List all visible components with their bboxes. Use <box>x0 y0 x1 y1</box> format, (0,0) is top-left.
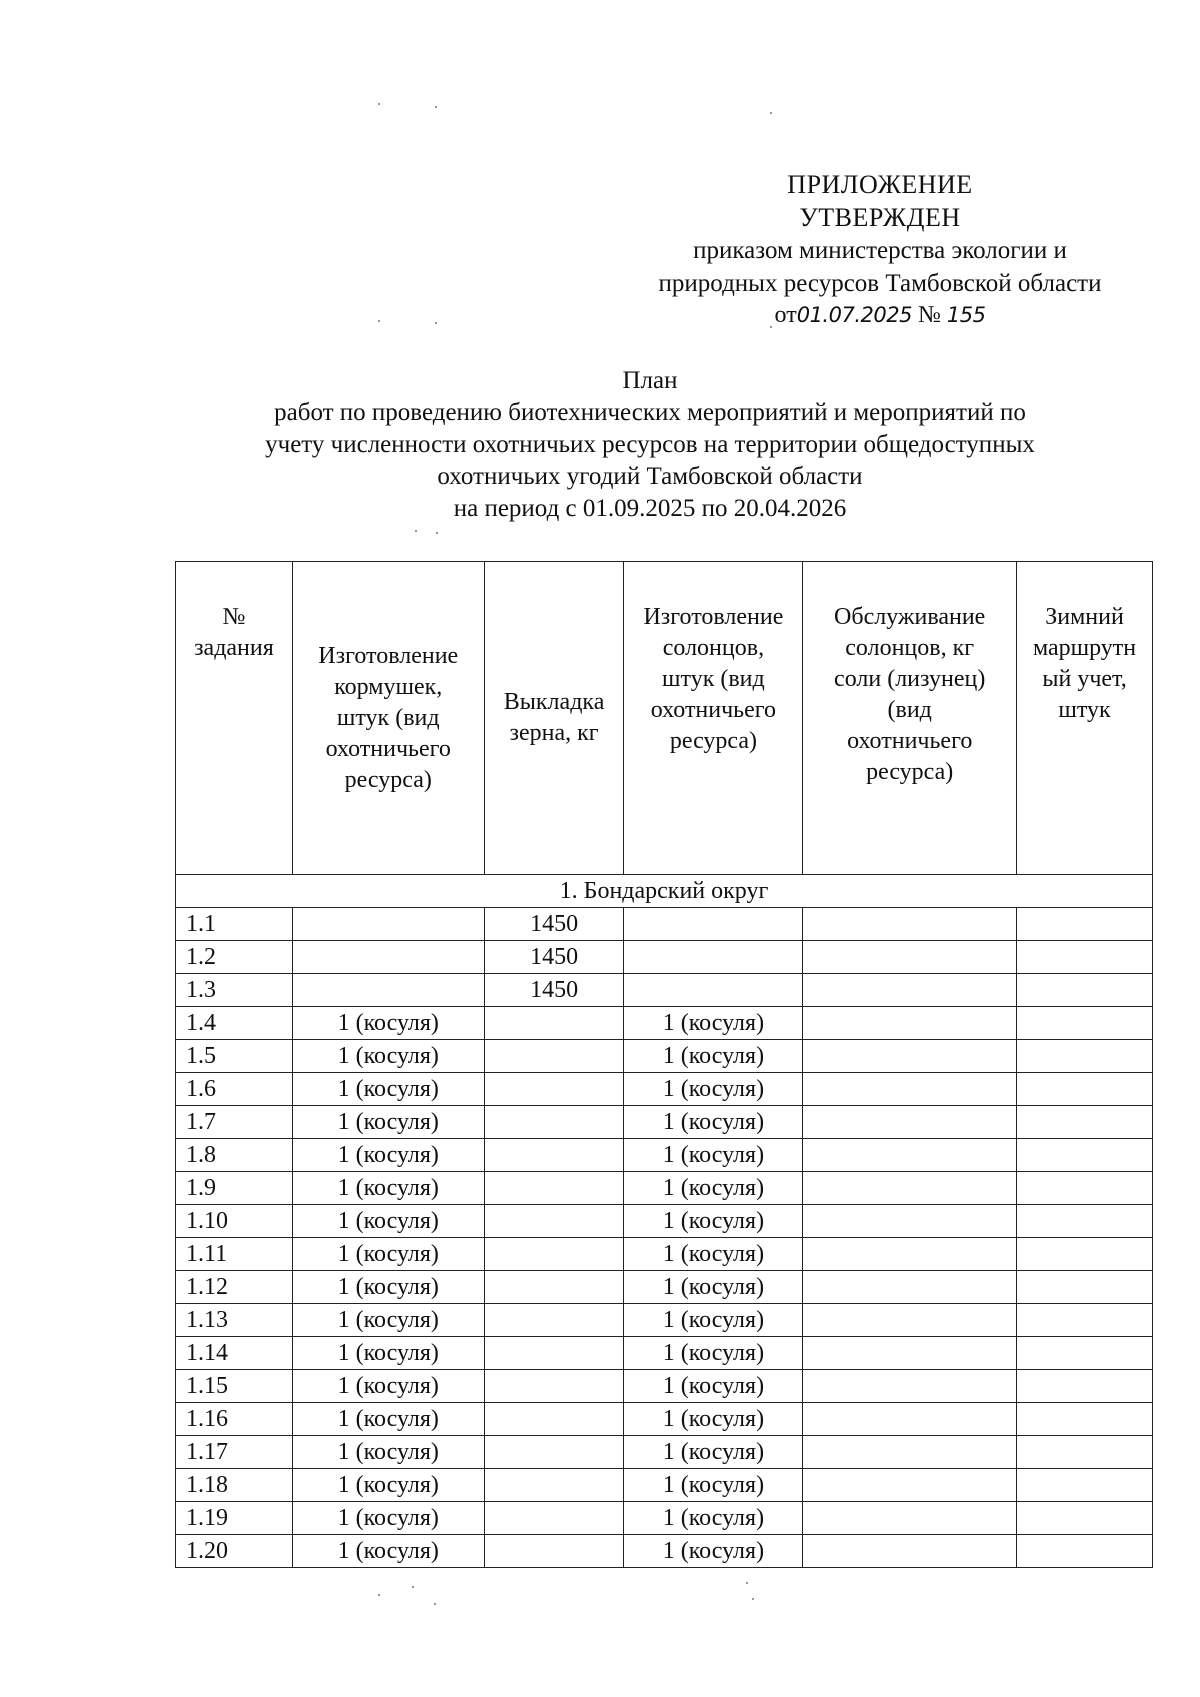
header-line: Изготовление <box>643 604 784 630</box>
cell-salt-licks-make: 1 (косуля) <box>624 1403 803 1436</box>
cell-feeders <box>292 974 484 1007</box>
header-line: охотничьего <box>325 735 451 762</box>
cell-winter-route-count <box>1017 1073 1153 1106</box>
header-grain <box>484 562 624 875</box>
cell-salt-licks-make: 1 (косуля) <box>624 1205 803 1238</box>
cell-feeders: 1 (косуля) <box>292 1040 484 1073</box>
cell-task-number: 1.17 <box>176 1436 293 1469</box>
cell-grain <box>484 1535 624 1568</box>
cell-grain <box>484 1502 624 1535</box>
cell-winter-route-count <box>1017 1139 1153 1172</box>
cell-task-number: 1.13 <box>176 1304 293 1337</box>
cell-feeders: 1 (косуля) <box>292 1106 484 1139</box>
plan-period: на период с 01.09.2025 по 20.04.2026 <box>453 495 847 522</box>
cell-grain <box>484 1139 624 1172</box>
cell-winter-route-count <box>1017 1304 1153 1337</box>
cell-salt-licks-service <box>803 1106 1017 1139</box>
order-line-1: приказом министерства экологии и <box>693 237 1067 264</box>
table-row <box>176 908 1153 941</box>
table-row <box>176 1436 1153 1469</box>
table-row <box>176 1205 1153 1238</box>
cell-salt-licks-service <box>803 974 1017 1007</box>
cell-salt-licks-make: 1 (косуля) <box>624 1337 803 1370</box>
cell-salt-licks-service <box>803 1238 1017 1271</box>
handwritten-number: 155 <box>946 303 986 327</box>
cell-salt-licks-make: 1 (косуля) <box>624 1535 803 1568</box>
table-row <box>176 1271 1153 1304</box>
cell-salt-licks-make: 1 (косуля) <box>624 1007 803 1040</box>
cell-task-number: 1.9 <box>176 1172 293 1205</box>
header-feeders <box>292 562 484 875</box>
cell-task-number: 1.6 <box>176 1073 293 1106</box>
cell-feeders: 1 (косуля) <box>292 1172 484 1205</box>
cell-salt-licks-service <box>803 1040 1017 1073</box>
cell-winter-route-count <box>1017 1106 1153 1139</box>
cell-salt-licks-service <box>803 941 1017 974</box>
cell-feeders <box>292 941 484 974</box>
cell-feeders: 1 (косуля) <box>292 1403 484 1436</box>
section-row <box>176 875 1153 908</box>
plan-subtitle-3: охотничьих угодий Тамбовской области <box>437 463 863 490</box>
cell-winter-route-count <box>1017 1172 1153 1205</box>
order-line-2: природных ресурсов Тамбовской области <box>658 270 1102 297</box>
cell-winter-route-count <box>1017 1436 1153 1469</box>
section-title: 1. Бондарский округ <box>176 875 1153 908</box>
cell-salt-licks-make <box>624 908 803 941</box>
cell-winter-route-count <box>1017 1403 1153 1436</box>
plan-subtitle-2: учету численности охотничьих ресурсов на территории общедоступных <box>265 431 1035 458</box>
table-row <box>176 1403 1153 1436</box>
cell-salt-licks-make: 1 (косуля) <box>624 1172 803 1205</box>
cell-winter-route-count <box>1017 1271 1153 1304</box>
header-line: (вид <box>887 697 932 723</box>
cell-grain <box>484 1403 624 1436</box>
cell-feeders: 1 (косуля) <box>292 1337 484 1370</box>
cell-grain <box>484 1337 624 1370</box>
table-row <box>176 974 1153 1007</box>
table-row <box>176 1007 1153 1040</box>
cell-salt-licks-service <box>803 1271 1017 1304</box>
cell-winter-route-count <box>1017 1040 1153 1073</box>
cell-grain <box>484 1007 624 1040</box>
plan-title: План <box>622 367 678 394</box>
cell-salt-licks-make: 1 (косуля) <box>624 1502 803 1535</box>
header-line: охотничьего <box>650 697 777 723</box>
cell-salt-licks-service <box>803 1205 1017 1238</box>
header-line: № <box>222 604 246 630</box>
cell-salt-licks-service <box>803 1535 1017 1568</box>
header-line: Зимний <box>1045 604 1124 630</box>
cell-task-number: 1.1 <box>176 908 293 941</box>
header-salt-licks-service <box>803 562 1017 875</box>
table-row <box>176 1535 1153 1568</box>
cell-task-number: 1.11 <box>176 1238 293 1271</box>
cell-salt-licks-make: 1 (косуля) <box>624 1469 803 1502</box>
scan-speck <box>436 532 438 534</box>
table-row <box>176 1139 1153 1172</box>
cell-feeders <box>292 908 484 941</box>
cell-salt-licks-make: 1 (косуля) <box>624 1436 803 1469</box>
cell-feeders: 1 (косуля) <box>292 1007 484 1040</box>
cell-feeders: 1 (косуля) <box>292 1502 484 1535</box>
approved-status: УТВЕРЖДЕН <box>799 203 961 232</box>
cell-salt-licks-make: 1 (косуля) <box>624 1106 803 1139</box>
cell-salt-licks-service <box>803 1436 1017 1469</box>
cell-task-number: 1.8 <box>176 1139 293 1172</box>
scan-speck <box>378 320 380 322</box>
cell-feeders: 1 (косуля) <box>292 1304 484 1337</box>
number-sign: № <box>917 302 941 328</box>
cell-winter-route-count <box>1017 1370 1153 1403</box>
cell-winter-route-count <box>1017 1238 1153 1271</box>
cell-grain <box>484 1106 624 1139</box>
scan-speck <box>770 112 772 114</box>
cell-task-number: 1.18 <box>176 1469 293 1502</box>
plan-header <box>200 365 1100 525</box>
table-row <box>176 1469 1153 1502</box>
cell-grain <box>484 1205 624 1238</box>
cell-salt-licks-make: 1 (косуля) <box>624 1073 803 1106</box>
cell-winter-route-count <box>1017 1205 1153 1238</box>
cell-grain <box>484 1271 624 1304</box>
header-line: ресурса) <box>669 728 757 754</box>
cell-salt-licks-service <box>803 1073 1017 1106</box>
cell-salt-licks-service <box>803 1370 1017 1403</box>
table-header-row <box>176 562 1153 875</box>
header-line: соли (лизунец) <box>834 666 986 692</box>
table-row <box>176 941 1153 974</box>
cell-task-number: 1.5 <box>176 1040 293 1073</box>
cell-grain <box>484 1469 624 1502</box>
scan-speck <box>415 530 417 532</box>
cell-salt-licks-make: 1 (косуля) <box>624 1238 803 1271</box>
header-salt-licks-make <box>624 562 803 875</box>
order-date-number <box>600 300 1160 330</box>
cell-grain <box>484 1304 624 1337</box>
header-line: Изготовление <box>318 642 459 669</box>
cell-feeders: 1 (косуля) <box>292 1535 484 1568</box>
cell-winter-route-count <box>1017 1007 1153 1040</box>
header-line: штук (вид <box>662 666 765 692</box>
cell-task-number: 1.14 <box>176 1337 293 1370</box>
header-line: маршрутн <box>1032 635 1137 661</box>
header-line: ресурса) <box>866 759 954 785</box>
cell-winter-route-count <box>1017 974 1153 1007</box>
cell-salt-licks-make: 1 (косуля) <box>624 1370 803 1403</box>
cell-winter-route-count <box>1017 1469 1153 1502</box>
cell-salt-licks-service <box>803 1304 1017 1337</box>
cell-salt-licks-make: 1 (косуля) <box>624 1304 803 1337</box>
scan-speck <box>746 1582 748 1584</box>
cell-grain: 1450 <box>484 908 624 941</box>
header-winter-route-count <box>1017 562 1153 875</box>
cell-feeders: 1 (косуля) <box>292 1205 484 1238</box>
cell-grain <box>484 1172 624 1205</box>
table-body <box>176 875 1153 1568</box>
cell-task-number: 1.10 <box>176 1205 293 1238</box>
cell-feeders: 1 (косуля) <box>292 1271 484 1304</box>
cell-salt-licks-make: 1 (косуля) <box>624 1040 803 1073</box>
appendix-title: ПРИЛОЖЕНИЕ <box>787 170 973 199</box>
cell-salt-licks-service <box>803 1139 1017 1172</box>
cell-winter-route-count <box>1017 1502 1153 1535</box>
header-line: охотничьего <box>847 728 973 754</box>
cell-salt-licks-service <box>803 1007 1017 1040</box>
cell-salt-licks-make: 1 (косуля) <box>624 1271 803 1304</box>
cell-feeders: 1 (косуля) <box>292 1238 484 1271</box>
header-line: ый учет, <box>1042 666 1127 692</box>
table-row <box>176 1337 1153 1370</box>
cell-feeders: 1 (косуля) <box>292 1370 484 1403</box>
scan-speck <box>435 322 437 324</box>
cell-winter-route-count <box>1017 908 1153 941</box>
header-line: Обслуживание <box>834 604 986 630</box>
header-line: задания <box>194 635 274 661</box>
scan-speck <box>412 1586 414 1588</box>
approval-block <box>600 168 1160 330</box>
cell-task-number: 1.3 <box>176 974 293 1007</box>
header-line: штук <box>1058 697 1111 723</box>
table-row <box>176 1304 1153 1337</box>
cell-grain <box>484 1370 624 1403</box>
cell-task-number: 1.19 <box>176 1502 293 1535</box>
cell-salt-licks-make: 1 (косуля) <box>624 1139 803 1172</box>
scan-speck <box>435 106 437 108</box>
cell-task-number: 1.15 <box>176 1370 293 1403</box>
header-line: кормушек, <box>334 673 443 700</box>
header-task-number <box>176 562 293 875</box>
table-row <box>176 1073 1153 1106</box>
header-line: штук (вид <box>336 704 440 731</box>
handwritten-date: 01.07.2025 <box>796 303 912 327</box>
table-row <box>176 1502 1153 1535</box>
scan-speck <box>752 1598 754 1600</box>
cell-feeders: 1 (косуля) <box>292 1073 484 1106</box>
header-line: зерна, кг <box>509 720 599 746</box>
plan-table <box>175 561 1153 1568</box>
table-row <box>176 1040 1153 1073</box>
cell-grain: 1450 <box>484 941 624 974</box>
scan-speck <box>378 103 380 105</box>
plan-subtitle-1: работ по проведению биотехнических мероприятий и мероприятий по <box>274 399 1026 426</box>
cell-feeders: 1 (косуля) <box>292 1469 484 1502</box>
table-row <box>176 1106 1153 1139</box>
cell-salt-licks-service <box>803 1172 1017 1205</box>
cell-task-number: 1.4 <box>176 1007 293 1040</box>
cell-grain: 1450 <box>484 974 624 1007</box>
cell-salt-licks-service <box>803 908 1017 941</box>
cell-feeders: 1 (косуля) <box>292 1139 484 1172</box>
table-row <box>176 1370 1153 1403</box>
cell-grain <box>484 1238 624 1271</box>
cell-salt-licks-service <box>803 1502 1017 1535</box>
cell-winter-route-count <box>1017 941 1153 974</box>
header-line: солонцов, <box>662 635 765 661</box>
cell-task-number: 1.20 <box>176 1535 293 1568</box>
cell-task-number: 1.12 <box>176 1271 293 1304</box>
cell-salt-licks-service <box>803 1337 1017 1370</box>
scan-speck <box>434 1603 436 1605</box>
scan-speck <box>378 1594 380 1596</box>
cell-salt-licks-make <box>624 974 803 1007</box>
cell-winter-route-count <box>1017 1535 1153 1568</box>
cell-salt-licks-service <box>803 1469 1017 1502</box>
table-row <box>176 1238 1153 1271</box>
header-line: Выкладка <box>503 689 605 715</box>
cell-feeders: 1 (косуля) <box>292 1436 484 1469</box>
header-line: солонцов, кг <box>845 635 975 661</box>
table-row <box>176 1172 1153 1205</box>
cell-task-number: 1.16 <box>176 1403 293 1436</box>
cell-task-number: 1.7 <box>176 1106 293 1139</box>
cell-grain <box>484 1073 624 1106</box>
cell-grain <box>484 1436 624 1469</box>
header-line: ресурса) <box>344 766 432 793</box>
cell-task-number: 1.2 <box>176 941 293 974</box>
cell-winter-route-count <box>1017 1337 1153 1370</box>
cell-grain <box>484 1040 624 1073</box>
cell-salt-licks-make <box>624 941 803 974</box>
cell-salt-licks-service <box>803 1403 1017 1436</box>
date-prefix: от <box>774 302 797 328</box>
